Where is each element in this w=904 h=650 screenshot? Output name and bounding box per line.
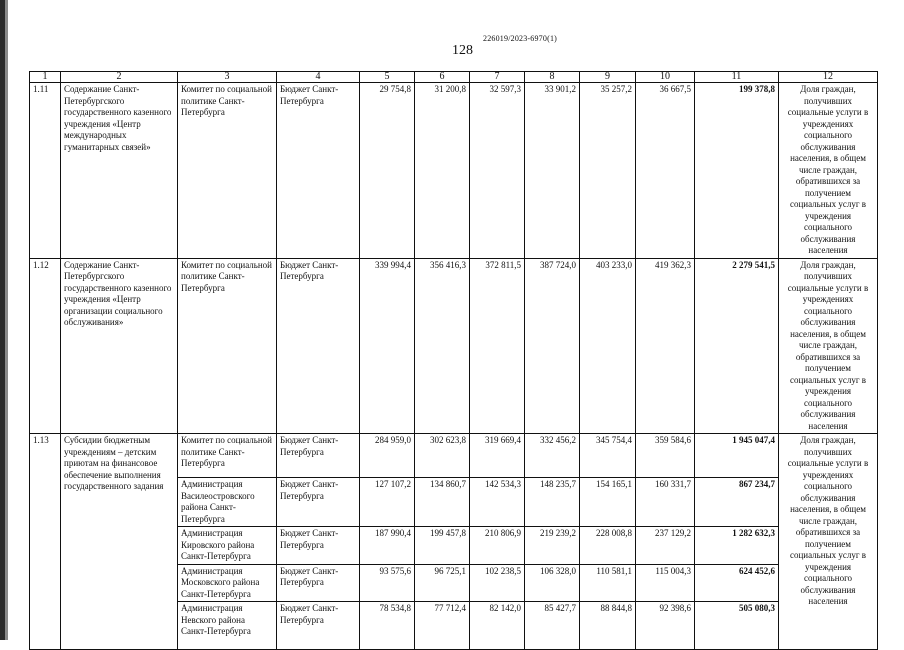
- value-cell: 33 901,2: [525, 83, 580, 259]
- column-header: 2: [61, 72, 178, 83]
- total-cell: [695, 527, 779, 565]
- value-cell: 102 238,5: [470, 564, 525, 602]
- row-id: 1.11: [30, 83, 61, 259]
- value-cell: 372 811,5: [470, 258, 525, 434]
- value-cell: 77 712,4: [415, 602, 470, 650]
- program-table: [29, 71, 878, 650]
- total-cell: [695, 602, 779, 650]
- value-cell: 237 129,2: [636, 527, 695, 565]
- total-value: 2 279 541,5: [732, 259, 775, 270]
- value-cell: 154 165,1: [580, 478, 636, 527]
- value-cell: 78 534,8: [360, 602, 415, 650]
- column-header: 1: [30, 72, 61, 83]
- scan-edge-shadow: [5, 0, 8, 640]
- row-executor: Администрация Кировского района Санкт-Петербурга: [178, 527, 277, 565]
- value-cell: 31 200,8: [415, 83, 470, 259]
- document-id: 226019/2023-6970(1): [483, 34, 558, 43]
- value-cell: 88 844,8: [580, 602, 636, 650]
- total-cell: [695, 83, 779, 259]
- value-cell: 339 994,4: [360, 258, 415, 434]
- row-name: Субсидии бюджетным учреждениям – детским приютам на финансовое обеспечение выполнения государственного задания: [61, 434, 178, 650]
- column-header: 12: [779, 72, 878, 83]
- value-cell: 160 331,7: [636, 478, 695, 527]
- column-header: 8: [525, 72, 580, 83]
- indicator-cell: Доля граждан, получивших социальные услуги в учреждениях социального обслуживания населения, в общем числе граждан, обратившихся за получением социальных услуг в учреждения социального обслуживания населения: [779, 83, 878, 259]
- column-header: 4: [277, 72, 360, 83]
- column-header: 3: [178, 72, 277, 83]
- total-value: 505 080,3: [739, 603, 775, 613]
- table-row: [30, 258, 878, 434]
- value-cell: 210 806,9: [470, 527, 525, 565]
- value-cell: 93 575,6: [360, 564, 415, 602]
- row-source: Бюджет Санкт-Петербурга: [277, 478, 360, 527]
- total-value: 867 234,7: [739, 479, 775, 489]
- value-cell: 319 669,4: [470, 434, 525, 478]
- value-cell: 142 534,3: [470, 478, 525, 527]
- value-cell: 29 754,8: [360, 83, 415, 259]
- value-cell: 127 107,2: [360, 478, 415, 527]
- value-cell: 228 008,8: [580, 527, 636, 565]
- value-cell: 332 456,2: [525, 434, 580, 478]
- row-executor: Комитет по социальной политике Санкт-Петербурга: [178, 258, 277, 434]
- value-cell: 302 623,8: [415, 434, 470, 478]
- value-cell: 82 142,0: [470, 602, 525, 650]
- table-row: [30, 83, 878, 259]
- header-row: [30, 72, 878, 83]
- value-cell: 96 725,1: [415, 564, 470, 602]
- column-header: 5: [360, 72, 415, 83]
- total-value: 624 452,6: [739, 565, 775, 576]
- value-cell: 199 457,8: [415, 527, 470, 565]
- value-cell: 387 724,0: [525, 258, 580, 434]
- column-header: 11: [695, 72, 779, 83]
- row-source: Бюджет Санкт-Петербурга: [277, 83, 360, 259]
- value-cell: 187 990,4: [360, 527, 415, 565]
- value-cell: 419 362,3: [636, 258, 695, 434]
- total-value: 1 282 632,3: [732, 528, 775, 538]
- total-value: 199 378,8: [739, 84, 775, 94]
- total-cell: [695, 564, 779, 602]
- value-cell: 32 597,3: [470, 83, 525, 259]
- value-cell: 284 959,0: [360, 434, 415, 478]
- total-value: 1 945 047,4: [732, 435, 775, 445]
- value-cell: 92 398,6: [636, 602, 695, 650]
- value-cell: 106 328,0: [525, 564, 580, 602]
- row-source: Бюджет Санкт-Петербурга: [277, 564, 360, 602]
- value-cell: 356 416,3: [415, 258, 470, 434]
- total-cell: [695, 434, 779, 478]
- row-id: 1.13: [30, 434, 61, 650]
- value-cell: 219 239,2: [525, 527, 580, 565]
- value-cell: 359 584,6: [636, 434, 695, 478]
- value-cell: 110 581,1: [580, 564, 636, 602]
- column-header: 7: [470, 72, 525, 83]
- row-source: Бюджет Санкт-Петербурга: [277, 434, 360, 478]
- column-header: 9: [580, 72, 636, 83]
- row-name: Содержание Санкт-Петербургского государственного казенного учреждения «Центр организации социального обслуживания»: [61, 258, 178, 434]
- row-name: Содержание Санкт-Петербургского государственного казенного учреждения «Центр международных гуманитарных связей»: [61, 83, 178, 259]
- value-cell: 85 427,7: [525, 602, 580, 650]
- value-cell: 403 233,0: [580, 258, 636, 434]
- row-executor: Комитет по социальной политике Санкт-Петербурга: [178, 434, 277, 478]
- total-cell: [695, 478, 779, 527]
- value-cell: 148 235,7: [525, 478, 580, 527]
- indicator-cell: Доля граждан, получивших социальные услуги в учреждениях социального обслуживания населения, в общем числе граждан, обратившихся за получением социальных услуг в учреждения социального обслуживания населения: [779, 258, 878, 434]
- indicator-cell: Доля граждан, получивших социальные услуги в учреждениях социального обслуживания населения, в общем числе граждан, обратившихся за получением социальных услуг в учреждения социального обслуживания населения: [779, 434, 878, 650]
- table-row: [30, 434, 878, 478]
- value-cell: 134 860,7: [415, 478, 470, 527]
- row-executor: Администрация Невского района Санкт-Петербурга: [178, 602, 277, 650]
- row-source: Бюджет Санкт-Петербурга: [277, 602, 360, 650]
- row-id: 1.12: [30, 258, 61, 434]
- value-cell: 35 257,2: [580, 83, 636, 259]
- row-source: Бюджет Санкт-Петербурга: [277, 527, 360, 565]
- page-number: 128: [452, 43, 473, 58]
- value-cell: 345 754,4: [580, 434, 636, 478]
- value-cell: 36 667,5: [636, 83, 695, 259]
- row-source: Бюджет Санкт-Петербурга: [277, 258, 360, 434]
- total-cell: [695, 258, 779, 434]
- row-executor: Администрация Василеостровского района Санкт-Петербурга: [178, 478, 277, 527]
- row-executor: Администрация Московского района Санкт-Петербурга: [178, 564, 277, 602]
- value-cell: 115 004,3: [636, 564, 695, 602]
- column-header: 6: [415, 72, 470, 83]
- column-header: 10: [636, 72, 695, 83]
- row-executor: Комитет по социальной политике Санкт-Петербурга: [178, 83, 277, 259]
